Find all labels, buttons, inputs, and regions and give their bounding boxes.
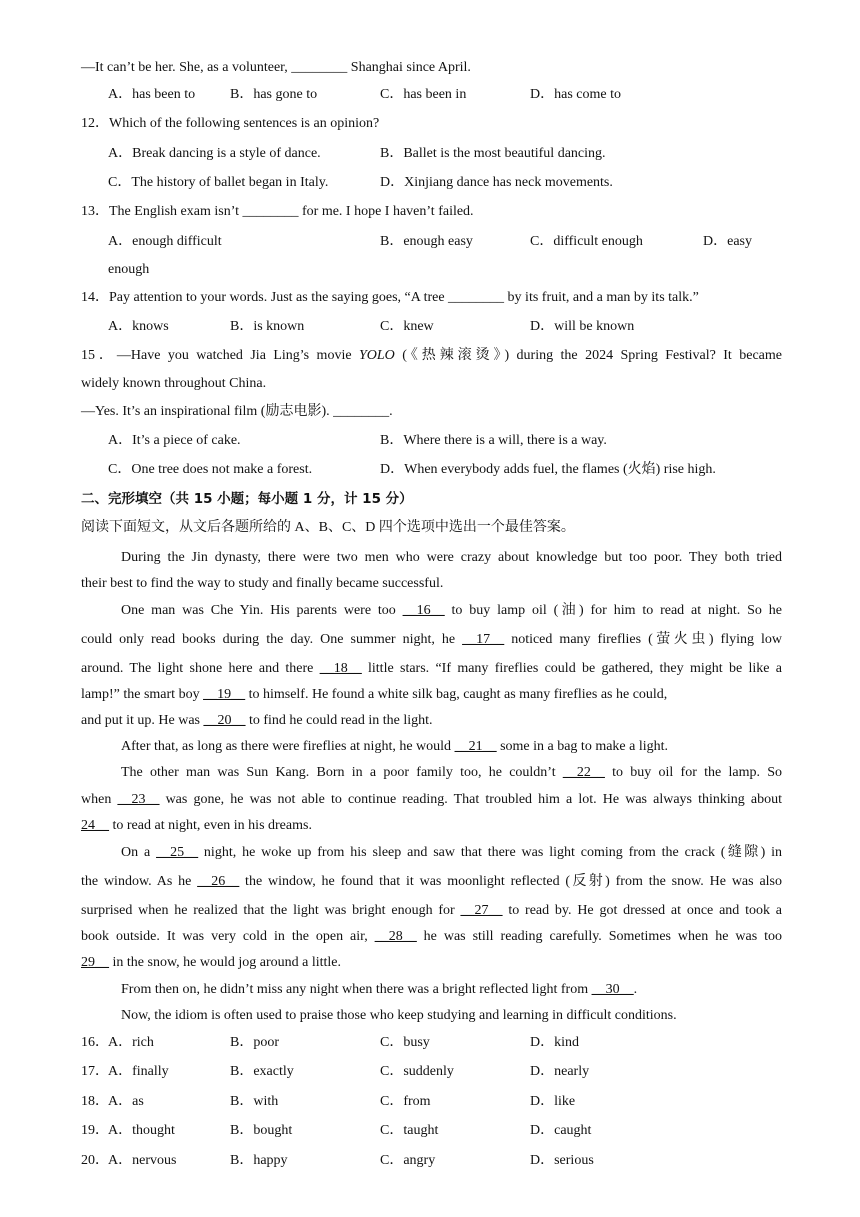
q11-stem: —It can’t be her. She, as a volunteer, ________ Shanghai since April.	[81, 60, 471, 75]
blank-30: __30__	[591, 982, 634, 997]
passage-p5-line4	[81, 928, 782, 946]
q15-option-c: C．One tree does not make a forest.	[108, 462, 313, 477]
passage-text: The other man was Sun Kang. Born in a poor family too, he couldn’t	[121, 765, 563, 780]
choice-c: C．suddenly	[380, 1064, 454, 1079]
q11-option-b: B．has gone to	[230, 87, 318, 102]
choice-d: D．like	[530, 1094, 576, 1109]
passage-p4-line1	[121, 764, 782, 782]
choice-number: 16．	[81, 1035, 109, 1050]
passage-text: to himself. He found a white silk bag, caught as many fireflies as he could,	[245, 687, 668, 702]
passage-text: night, he woke up from his sleep and saw that there was light coming from the crack (缝隙) in	[198, 845, 782, 860]
q15-stem-line2: widely known throughout China.	[81, 376, 267, 391]
q13-option-a: A．enough difficult	[108, 234, 222, 249]
choice-c: C．angry	[380, 1153, 436, 1168]
passage-text: .	[633, 982, 638, 997]
choice-number: 17．	[81, 1064, 109, 1079]
choice-d: D．nearly	[530, 1064, 590, 1079]
choice-b: B．with	[230, 1094, 279, 1109]
choice-c: C．from	[380, 1094, 431, 1109]
passage-p5-line3	[81, 902, 782, 920]
choice-a: A．finally	[108, 1064, 169, 1079]
choice-a: A．thought	[108, 1123, 175, 1138]
passage-text: was gone, he was not able to continue reading. That troubled him a lot. He was always thinking about	[159, 792, 782, 807]
choice-c: C．taught	[380, 1123, 439, 1138]
passage-p4-line2	[81, 791, 782, 809]
passage-p1-line1: During the Jin dynasty, there were two men who were crazy about knowledge but too poor. They both tried	[121, 550, 782, 565]
passage-text: the window. As he	[81, 874, 198, 889]
section-instruction: 阅读下面短文，从文后各题所给的 A、B、C、D 四个选项中选出一个最佳答案。	[81, 520, 575, 535]
blank-27: __27__	[460, 903, 503, 918]
q13-option-d: D．easy	[703, 234, 752, 249]
q14-option-c: C．knew	[380, 319, 434, 334]
blank-23: __23__	[117, 792, 160, 807]
choice-b: B．happy	[230, 1153, 288, 1168]
passage-p2-line1	[121, 602, 782, 620]
passage-p2-line4	[81, 686, 667, 704]
passage-p5-line5	[81, 954, 341, 972]
blank-16: __16__	[402, 603, 445, 618]
choice-d: D．caught	[530, 1123, 592, 1138]
passage-text: could only read books during the day. One summer night, he	[81, 632, 463, 647]
passage-text: After that, as long as there were fireflies at night, he would	[121, 739, 455, 754]
q15-movie-title: YOLO	[359, 348, 395, 363]
blank-29: 29__	[81, 955, 109, 970]
q15-stem-part: 15．—Have you watched Jia Ling’s movie	[81, 348, 359, 363]
choice-a: A．nervous	[108, 1153, 177, 1168]
passage-text: to buy oil for the lamp. So	[604, 765, 782, 780]
choice-b: B．exactly	[230, 1064, 294, 1079]
q12-stem: 12．Which of the following sentences is an opinion?	[81, 116, 380, 131]
passage-text: lamp!” the smart boy	[81, 687, 204, 702]
choice-a: A．rich	[108, 1035, 154, 1050]
choice-d: D．kind	[530, 1035, 579, 1050]
passage-text: book outside. It was very cold in the open air,	[81, 929, 375, 944]
passage-text: little stars. “If many fireflies could be gathered, they might be like a	[361, 661, 782, 676]
passage-text: From then on, he didn’t miss any night when there was a bright reflected light from	[121, 982, 592, 997]
passage-p2-line3	[81, 660, 782, 678]
q15-stem-part: (《热辣滚烫》) during the 2024 Spring Festival? It became	[394, 348, 782, 363]
blank-17: __17__	[462, 632, 505, 647]
blank-24: 24__	[81, 818, 109, 833]
choice-b: B．bought	[230, 1123, 293, 1138]
blank-28: __28__	[374, 929, 417, 944]
passage-text: noticed many fireflies (萤火虫) flying low	[504, 632, 783, 647]
passage-text: surprised when he realized that the light was bright enough for	[81, 903, 461, 918]
choice-c: C．busy	[380, 1035, 430, 1050]
blank-25: __25__	[156, 845, 199, 860]
passage-p7: Now, the idiom is often used to praise those who keep studying and learning in difficult conditions.	[121, 1008, 677, 1023]
passage-text: when	[81, 792, 118, 807]
blank-26: __26__	[197, 874, 240, 889]
section-heading: 二、完形填空（共 15 小题；每小题 1 分，计 15 分）	[81, 491, 413, 507]
passage-text: to read by. He got dressed at once and took a	[502, 903, 782, 918]
choice-b: B．poor	[230, 1035, 279, 1050]
q14-option-b: B．is known	[230, 319, 305, 334]
q11-option-c: C．has been in	[380, 87, 467, 102]
q13-option-d-wrap: enough	[108, 262, 150, 277]
blank-18: __18__	[319, 661, 362, 676]
passage-p3	[121, 738, 668, 756]
passage-p5-line2	[81, 873, 782, 891]
q15-stem-line1	[81, 347, 782, 365]
passage-p4-line3	[81, 817, 312, 835]
blank-22: __22__	[562, 765, 605, 780]
passage-text: One man was Che Yin. His parents were too	[121, 603, 403, 618]
passage-text: to find he could read in the light.	[245, 713, 433, 728]
q12-option-b: B．Ballet is the most beautiful dancing.	[380, 146, 606, 161]
q15-option-b: B．Where there is a will, there is a way.	[380, 433, 607, 448]
q13-stem: 13．The English exam isn’t ________ for me. I hope I haven’t failed.	[81, 204, 474, 219]
passage-text: to buy lamp oil (油) for him to read at night. So he	[444, 603, 782, 618]
passage-p1-line2: their best to find the way to study and finally became successful.	[81, 576, 444, 591]
passage-text: and put it up. He was	[81, 713, 204, 728]
passage-p2-line5	[81, 712, 433, 730]
q15-stem-line3: —Yes. It’s an inspirational film (励志电影). ________.	[81, 404, 393, 419]
passage-text: some in a bag to make a light.	[496, 739, 669, 754]
passage-text: around. The light shone here and there	[81, 661, 320, 676]
q15-option-a: A．It’s a piece of cake.	[108, 433, 241, 448]
q13-option-b: B．enough easy	[380, 234, 473, 249]
blank-21: __21__	[454, 739, 497, 754]
q12-option-a: A．Break dancing is a style of dance.	[108, 146, 321, 161]
passage-text: On a	[121, 845, 157, 860]
choice-number: 20．	[81, 1153, 109, 1168]
q15-option-d: D．When everybody adds fuel, the flames (火焰) rise high.	[380, 462, 716, 477]
passage-p5-line1	[121, 844, 782, 862]
choice-d: D．serious	[530, 1153, 594, 1168]
blank-19: __19__	[203, 687, 246, 702]
q14-option-d: D．will be known	[530, 319, 635, 334]
choice-number: 18．	[81, 1094, 109, 1109]
q11-option-d: D．has come to	[530, 87, 621, 102]
q12-option-d: D．Xinjiang dance has neck movements.	[380, 175, 613, 190]
q11-option-a: A．has been to	[108, 87, 196, 102]
q13-option-c: C．difficult enough	[530, 234, 643, 249]
passage-text: to read at night, even in his dreams.	[109, 818, 312, 833]
passage-text: he was still reading carefully. Sometimes when he was too	[416, 929, 782, 944]
q12-option-c: C．The history of ballet began in Italy.	[108, 175, 329, 190]
passage-p2-line2	[81, 631, 782, 649]
passage-p6	[121, 981, 637, 999]
q14-stem: 14．Pay attention to your words. Just as the saying goes, “A tree ________ by its fruit, and a man by its talk.”	[81, 290, 699, 305]
choice-a: A．as	[108, 1094, 144, 1109]
blank-20: __20__	[203, 713, 246, 728]
q14-option-a: A．knows	[108, 319, 169, 334]
passage-text: the window, he found that it was moonlight reflected (反射) from the snow. He was also	[239, 874, 782, 889]
passage-text: in the snow, he would jog around a little.	[109, 955, 341, 970]
choice-number: 19．	[81, 1123, 109, 1138]
